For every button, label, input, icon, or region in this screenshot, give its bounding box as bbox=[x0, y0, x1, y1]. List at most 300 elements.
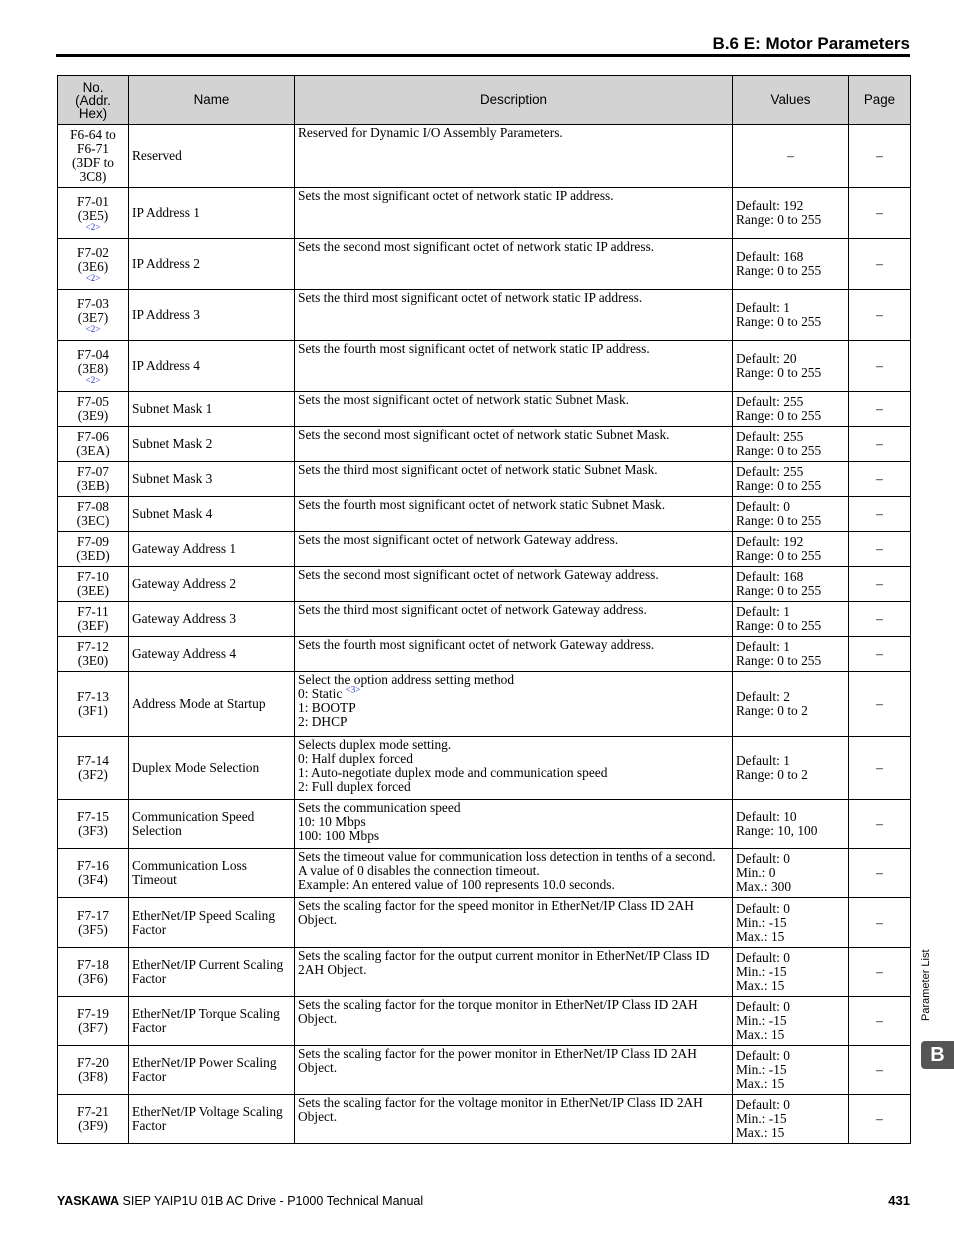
param-values bbox=[733, 737, 849, 800]
value-line: Range: 0 to 255 bbox=[736, 314, 822, 329]
param-page: – bbox=[849, 290, 911, 341]
value-line: Range: 0 to 255 bbox=[736, 618, 822, 633]
value-line: Default: 255 bbox=[736, 429, 804, 444]
value-line: Range: 0 to 255 bbox=[736, 513, 822, 528]
value-line: Max.: 15 bbox=[736, 978, 785, 993]
value-line: Default: 255 bbox=[736, 464, 804, 479]
param-number-line: (3F9) bbox=[78, 1118, 108, 1133]
param-number-line: F7-08 bbox=[77, 499, 109, 514]
param-number-line: (3ED) bbox=[76, 548, 110, 563]
param-number-line: F7-11 bbox=[77, 604, 109, 619]
value-line: Default: 10 bbox=[736, 809, 797, 824]
description-text: Sets the scaling factor for the speed monitor in EtherNet/IP Class ID 2AH Object. bbox=[298, 898, 694, 927]
param-page: – bbox=[849, 948, 911, 997]
table-row bbox=[58, 290, 911, 341]
description-line bbox=[298, 189, 729, 203]
value-line: Min.: -15 bbox=[736, 914, 787, 930]
param-number-line: (3E9) bbox=[77, 408, 109, 423]
param-page: – bbox=[849, 497, 911, 532]
param-number-line: (3E6) bbox=[77, 258, 109, 274]
description-line bbox=[298, 829, 729, 843]
table-row bbox=[58, 637, 911, 672]
description-line bbox=[298, 291, 729, 305]
param-number-line: (3F6) bbox=[78, 971, 108, 986]
description-line bbox=[298, 752, 729, 766]
param-number bbox=[58, 532, 129, 567]
value-line: Range: 10, 100 bbox=[736, 823, 818, 838]
table-row bbox=[58, 997, 911, 1046]
description-line bbox=[298, 998, 729, 1026]
value-line: Default: 0 bbox=[736, 999, 790, 1014]
value-line: Min.: 0 bbox=[736, 865, 776, 880]
param-name: EtherNet/IP Torque Scaling Factor bbox=[129, 997, 295, 1046]
param-page: – bbox=[849, 637, 911, 672]
description-text: 2: Full duplex forced bbox=[298, 779, 411, 794]
param-number bbox=[58, 125, 129, 188]
param-name: Subnet Mask 2 bbox=[129, 427, 295, 462]
param-description bbox=[295, 497, 733, 532]
value-line: Max.: 15 bbox=[736, 928, 785, 944]
param-name: Communication Speed Selection bbox=[129, 800, 295, 849]
column-header-page: Page bbox=[849, 76, 911, 125]
param-number bbox=[58, 948, 129, 997]
value-line: Range: 0 to 255 bbox=[736, 263, 822, 278]
param-description bbox=[295, 637, 733, 672]
description-line bbox=[298, 498, 729, 512]
param-name: Reserved bbox=[129, 125, 295, 188]
param-description bbox=[295, 188, 733, 239]
param-name: Subnet Mask 1 bbox=[129, 392, 295, 427]
param-name: Communication Loss Timeout bbox=[129, 849, 295, 898]
value-line: Min.: -15 bbox=[736, 1111, 787, 1126]
param-description bbox=[295, 567, 733, 602]
description-line bbox=[298, 1096, 729, 1124]
description-text: Sets the second most significant octet of network static IP address. bbox=[298, 239, 655, 254]
param-values bbox=[733, 392, 849, 427]
description-text: Sets the scaling factor for the power monitor in EtherNet/IP Class ID 2AH Object. bbox=[298, 1046, 697, 1075]
param-description bbox=[295, 997, 733, 1046]
description-line bbox=[298, 428, 729, 442]
param-number-line: (3E0) bbox=[77, 653, 109, 668]
description-text: 2: DHCP bbox=[298, 714, 348, 729]
param-number-line: F7-16 bbox=[77, 858, 109, 873]
param-description bbox=[295, 737, 733, 800]
description-text: Sets the timeout value for communication loss detection in tenths of a second. bbox=[298, 849, 716, 864]
param-values bbox=[733, 125, 849, 188]
param-description bbox=[295, 392, 733, 427]
description-line bbox=[298, 899, 729, 927]
value-line: Range: 0 to 255 bbox=[736, 478, 822, 493]
description-line bbox=[298, 126, 729, 140]
param-page: – bbox=[849, 800, 911, 849]
table-row bbox=[58, 898, 911, 948]
param-name: EtherNet/IP Current Scaling Factor bbox=[129, 948, 295, 997]
value-line: Default: 1 bbox=[736, 604, 790, 619]
value-line: Default: 168 bbox=[736, 249, 804, 264]
param-number-line: (3F2) bbox=[78, 767, 108, 782]
param-number-line: F7-15 bbox=[77, 809, 109, 824]
param-values bbox=[733, 427, 849, 462]
param-values bbox=[733, 1046, 849, 1095]
table-row bbox=[58, 1046, 911, 1095]
table-row bbox=[58, 1095, 911, 1144]
param-number bbox=[58, 567, 129, 602]
value-line: Range: 0 to 255 bbox=[736, 583, 822, 598]
param-description bbox=[295, 290, 733, 341]
table-row bbox=[58, 532, 911, 567]
param-number-line: F7-04 bbox=[77, 346, 109, 362]
param-description bbox=[295, 532, 733, 567]
param-page: – bbox=[849, 532, 911, 567]
description-line bbox=[298, 766, 729, 780]
param-page: – bbox=[849, 997, 911, 1046]
param-page: – bbox=[849, 1095, 911, 1144]
param-values bbox=[733, 849, 849, 898]
description-text: Sets the communication speed bbox=[298, 800, 461, 815]
description-line bbox=[298, 815, 729, 829]
param-values bbox=[733, 239, 849, 290]
footnote-link[interactable]: <2> bbox=[85, 323, 101, 334]
value-line: Range: 0 to 255 bbox=[736, 365, 822, 380]
table-row bbox=[58, 427, 911, 462]
param-values bbox=[733, 188, 849, 239]
table-row bbox=[58, 392, 911, 427]
param-description bbox=[295, 239, 733, 290]
description-line bbox=[298, 568, 729, 582]
description-text: Sets the most significant octet of network static Subnet Mask. bbox=[298, 392, 629, 407]
description-text: Sets the fourth most significant octet of network Gateway address. bbox=[298, 637, 655, 652]
description-text: Sets the fourth most significant octet of network static IP address. bbox=[298, 341, 650, 356]
param-name: IP Address 1 bbox=[129, 188, 295, 239]
param-number-line: F7-05 bbox=[77, 394, 109, 409]
description-text: Sets the most significant octet of network Gateway address. bbox=[298, 532, 619, 547]
description-text: Sets the most significant octet of network static IP address. bbox=[298, 188, 614, 203]
param-name: Gateway Address 1 bbox=[129, 532, 295, 567]
value-line: Range: 0 to 255 bbox=[736, 443, 822, 458]
value-line: Default: 255 bbox=[736, 394, 804, 409]
param-number bbox=[58, 497, 129, 532]
param-number bbox=[58, 637, 129, 672]
table-row bbox=[58, 567, 911, 602]
param-values bbox=[733, 997, 849, 1046]
param-page: – bbox=[849, 567, 911, 602]
param-name: Duplex Mode Selection bbox=[129, 737, 295, 800]
table-header-row bbox=[58, 76, 911, 125]
value-line: Default: 0 bbox=[736, 900, 790, 916]
param-number bbox=[58, 602, 129, 637]
value-line: Min.: -15 bbox=[736, 964, 787, 979]
param-number-line: F7-13 bbox=[77, 689, 109, 704]
param-number-line: (3F7) bbox=[78, 1020, 108, 1035]
description-line bbox=[298, 673, 729, 687]
description-line bbox=[298, 801, 729, 815]
description-text: Sets the scaling factor for the torque monitor in EtherNet/IP Class ID 2AH Object. bbox=[298, 997, 698, 1026]
value-line: Max.: 300 bbox=[736, 879, 792, 894]
description-text: 1: Auto-negotiate duplex mode and communication speed bbox=[298, 765, 608, 780]
param-number-line: F6-64 to bbox=[70, 127, 116, 142]
value-line: Range: 0 to 255 bbox=[736, 408, 822, 423]
header-rule bbox=[56, 54, 910, 57]
description-text: Sets the second most significant octet of network static Subnet Mask. bbox=[298, 427, 670, 442]
parameter-table bbox=[57, 75, 911, 1144]
param-page: – bbox=[849, 341, 911, 392]
table-row bbox=[58, 341, 911, 392]
table-row bbox=[58, 602, 911, 637]
description-text: Sets the third most significant octet of network static Subnet Mask. bbox=[298, 462, 658, 477]
section-title: B.6 E: Motor Parameters bbox=[712, 34, 910, 53]
table-row bbox=[58, 948, 911, 997]
footnote-link[interactable]: <2> bbox=[85, 374, 101, 385]
description-line bbox=[298, 603, 729, 617]
param-number-line: F7-09 bbox=[77, 534, 109, 549]
column-header-name: Name bbox=[129, 76, 295, 125]
value-line: Default: 2 bbox=[736, 689, 790, 704]
value-line: Max.: 15 bbox=[736, 1125, 785, 1140]
value-line: Range: 0 to 255 bbox=[736, 548, 822, 563]
param-number bbox=[58, 672, 129, 737]
param-number bbox=[58, 898, 129, 948]
param-name: EtherNet/IP Power Scaling Factor bbox=[129, 1046, 295, 1095]
param-page: – bbox=[849, 462, 911, 497]
description-line bbox=[298, 701, 729, 715]
description-line bbox=[298, 850, 729, 864]
description-line bbox=[298, 638, 729, 652]
param-page: – bbox=[849, 1046, 911, 1095]
param-number-line: F7-18 bbox=[77, 957, 109, 972]
description-text: Sets the scaling factor for the output current monitor in EtherNet/IP Class ID 2AH Object. bbox=[298, 948, 710, 977]
description-line bbox=[298, 342, 729, 356]
description-text: Sets the third most significant octet of network static IP address. bbox=[298, 290, 643, 305]
param-page: – bbox=[849, 849, 911, 898]
footer bbox=[57, 1194, 423, 1208]
column-header-values: Values bbox=[733, 76, 849, 125]
param-number-line: (3F3) bbox=[78, 823, 108, 838]
param-number-line: F7-03 bbox=[77, 295, 109, 311]
value-line: Default: 192 bbox=[736, 534, 804, 549]
param-number-line: (3EE) bbox=[77, 583, 109, 598]
description-line bbox=[298, 715, 729, 729]
description-line bbox=[298, 738, 729, 752]
footnote-link[interactable]: <2> bbox=[85, 221, 101, 232]
description-line bbox=[298, 949, 729, 977]
param-number-line: (3EC) bbox=[76, 513, 110, 528]
value-line: Min.: -15 bbox=[736, 1062, 787, 1077]
value-line: Max.: 15 bbox=[736, 1076, 785, 1091]
page-number: 431 bbox=[888, 1193, 910, 1208]
table-row bbox=[58, 497, 911, 532]
param-name: IP Address 4 bbox=[129, 341, 295, 392]
param-number-line: (3DF to bbox=[71, 155, 115, 170]
table-row bbox=[58, 849, 911, 898]
description-text: 100: 100 Mbps bbox=[298, 828, 380, 843]
value-line: Default: 192 bbox=[736, 198, 804, 213]
param-number-line: F7-01 bbox=[77, 193, 109, 209]
param-description bbox=[295, 602, 733, 637]
param-number-line: 3C8) bbox=[79, 169, 107, 184]
column-header-description: Description bbox=[295, 76, 733, 125]
param-number-line: F7-20 bbox=[77, 1055, 109, 1070]
param-number-line: F7-06 bbox=[77, 429, 109, 444]
param-name: Gateway Address 3 bbox=[129, 602, 295, 637]
param-number-line: (3F8) bbox=[78, 1069, 108, 1084]
column-header-no: No. (Addr. Hex) bbox=[58, 76, 129, 125]
param-page: – bbox=[849, 188, 911, 239]
param-values bbox=[733, 532, 849, 567]
param-number-line: F7-21 bbox=[77, 1104, 109, 1119]
param-values bbox=[733, 290, 849, 341]
description-text: 0: Half duplex forced bbox=[298, 751, 413, 766]
param-number bbox=[58, 997, 129, 1046]
param-number bbox=[58, 188, 129, 239]
param-values bbox=[733, 497, 849, 532]
description-line bbox=[298, 393, 729, 407]
param-number-line: F6-71 bbox=[77, 141, 109, 156]
param-number bbox=[58, 849, 129, 898]
param-number bbox=[58, 1095, 129, 1144]
description-text: Reserved for Dynamic I/O Assembly Parameters. bbox=[298, 125, 563, 140]
description-text: Sets the third most significant octet of network Gateway address. bbox=[298, 602, 647, 617]
description-line bbox=[298, 533, 729, 547]
side-section-label: Parameter List bbox=[920, 949, 932, 1021]
param-values bbox=[733, 637, 849, 672]
value-line: Default: 0 bbox=[736, 950, 790, 965]
param-number bbox=[58, 427, 129, 462]
value-line: Default: 0 bbox=[736, 1097, 790, 1112]
table-row bbox=[58, 672, 911, 737]
description-text: A value of 0 disables the connection timeout. bbox=[298, 863, 540, 878]
param-description bbox=[295, 672, 733, 737]
param-number bbox=[58, 341, 129, 392]
value-line: – bbox=[787, 148, 794, 163]
param-number-line: F7-07 bbox=[77, 464, 109, 479]
param-page: – bbox=[849, 672, 911, 737]
param-description bbox=[295, 948, 733, 997]
footer-manual-title: SIEP YAIP1U 01B AC Drive - P1000 Technical Manual bbox=[119, 1194, 424, 1208]
param-number-line: F7-17 bbox=[77, 907, 109, 923]
param-values bbox=[733, 567, 849, 602]
param-values bbox=[733, 462, 849, 497]
param-name: EtherNet/IP Speed Scaling Factor bbox=[129, 898, 295, 948]
description-text: 10: 10 Mbps bbox=[298, 814, 366, 829]
param-name: Gateway Address 4 bbox=[129, 637, 295, 672]
param-description bbox=[295, 125, 733, 188]
value-line: Default: 1 bbox=[736, 639, 790, 654]
footnote-link[interactable]: <2> bbox=[85, 272, 101, 283]
description-line bbox=[298, 463, 729, 477]
param-number-line: F7-02 bbox=[77, 244, 109, 260]
value-line: Range: 0 to 2 bbox=[736, 767, 808, 782]
param-number-line: (3EF) bbox=[77, 618, 109, 633]
param-values bbox=[733, 602, 849, 637]
param-description bbox=[295, 1046, 733, 1095]
param-description bbox=[295, 1095, 733, 1144]
description-line bbox=[298, 864, 729, 878]
param-number-line: (3EB) bbox=[76, 478, 110, 493]
param-number-line: (3E5) bbox=[77, 207, 109, 223]
param-name: Gateway Address 2 bbox=[129, 567, 295, 602]
table-row bbox=[58, 800, 911, 849]
param-page: – bbox=[849, 125, 911, 188]
value-line: Min.: -15 bbox=[736, 1013, 787, 1028]
param-name: IP Address 2 bbox=[129, 239, 295, 290]
param-description bbox=[295, 427, 733, 462]
param-page: – bbox=[849, 427, 911, 462]
value-line: Default: 0 bbox=[736, 851, 790, 866]
param-number-line: F7-10 bbox=[77, 569, 109, 584]
param-number bbox=[58, 737, 129, 800]
value-line: Range: 0 to 255 bbox=[736, 653, 822, 668]
footnote-link[interactable]: <3> bbox=[345, 684, 361, 695]
param-name: IP Address 3 bbox=[129, 290, 295, 341]
table-row bbox=[58, 462, 911, 497]
param-values bbox=[733, 898, 849, 948]
param-name: Subnet Mask 4 bbox=[129, 497, 295, 532]
description-line bbox=[298, 240, 729, 254]
param-number bbox=[58, 239, 129, 290]
param-number bbox=[58, 800, 129, 849]
param-values bbox=[733, 1095, 849, 1144]
param-description bbox=[295, 341, 733, 392]
description-text: 1: BOOTP bbox=[298, 700, 356, 715]
table-row bbox=[58, 737, 911, 800]
param-name: Subnet Mask 3 bbox=[129, 462, 295, 497]
param-description bbox=[295, 800, 733, 849]
value-line: Default: 20 bbox=[736, 351, 797, 366]
param-number bbox=[58, 290, 129, 341]
description-line bbox=[298, 878, 729, 892]
value-line: Range: 0 to 2 bbox=[736, 703, 808, 718]
table-row bbox=[58, 125, 911, 188]
param-values bbox=[733, 800, 849, 849]
description-line bbox=[298, 780, 729, 794]
param-number-line: (3F4) bbox=[78, 872, 108, 887]
param-page: – bbox=[849, 737, 911, 800]
description-line bbox=[298, 684, 729, 701]
param-number bbox=[58, 392, 129, 427]
value-line: Max.: 15 bbox=[736, 1027, 785, 1042]
param-number-line: (3EA) bbox=[76, 443, 110, 458]
description-text: Sets the fourth most significant octet of network static Subnet Mask. bbox=[298, 497, 666, 512]
description-text: Sets the second most significant octet of network Gateway address. bbox=[298, 567, 659, 582]
description-text: Select the option address setting method bbox=[298, 672, 515, 687]
description-line bbox=[298, 1047, 729, 1075]
value-line: Default: 1 bbox=[736, 300, 790, 315]
value-line: Range: 0 to 255 bbox=[736, 212, 822, 227]
description-text: Sets the scaling factor for the voltage monitor in EtherNet/IP Class ID 2AH Object. bbox=[298, 1095, 703, 1124]
param-number-line: (3E8) bbox=[77, 360, 109, 376]
value-line: Default: 0 bbox=[736, 1048, 790, 1063]
description-text: 0: Static bbox=[298, 686, 343, 701]
param-name: EtherNet/IP Voltage Scaling Factor bbox=[129, 1095, 295, 1144]
value-line: Default: 1 bbox=[736, 753, 790, 768]
param-values bbox=[733, 341, 849, 392]
table-row bbox=[58, 188, 911, 239]
section-tab-b[interactable]: B bbox=[921, 1041, 954, 1069]
param-page: – bbox=[849, 602, 911, 637]
value-line: Default: 168 bbox=[736, 569, 804, 584]
table-body bbox=[58, 125, 911, 1144]
value-line: Default: 0 bbox=[736, 499, 790, 514]
param-page: – bbox=[849, 239, 911, 290]
description-text: Example: An entered value of 100 represents 10.0 seconds. bbox=[298, 877, 615, 892]
param-description bbox=[295, 898, 733, 948]
param-number bbox=[58, 462, 129, 497]
param-number-line: (3F5) bbox=[78, 921, 108, 937]
param-number-line: F7-14 bbox=[77, 753, 109, 768]
description-text: Selects duplex mode setting. bbox=[298, 737, 452, 752]
param-number-line: (3F1) bbox=[78, 703, 108, 718]
param-description bbox=[295, 462, 733, 497]
